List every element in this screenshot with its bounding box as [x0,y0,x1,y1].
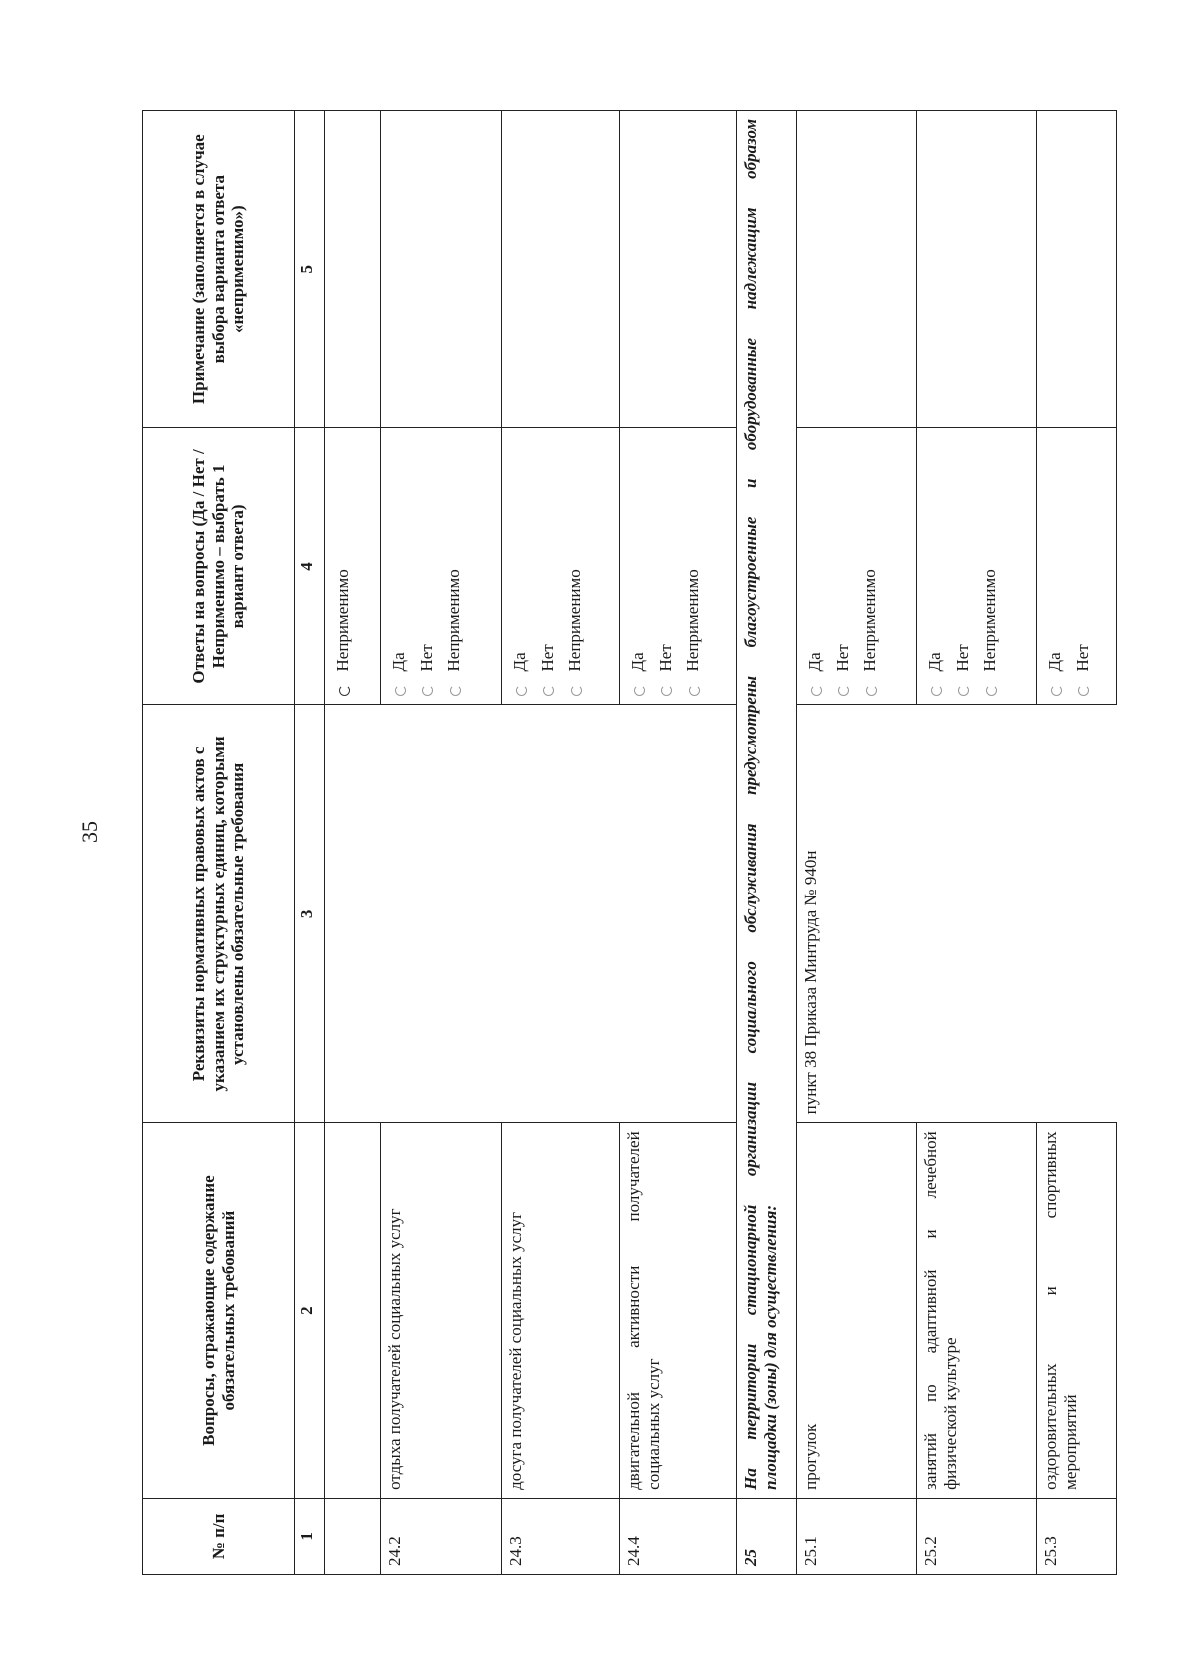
option-yes[interactable]: Да [925,436,945,696]
header-col3: Реквизиты нормативных правовых актов с указанием их структурных единиц, которыми установлены обязательные требования [143,705,295,1123]
answer-cell [917,428,1037,705]
header-col2: Вопросы, отражающие содержание обязательных требований [143,1123,295,1499]
option-no[interactable]: Нет [833,436,853,696]
table-row [325,111,381,1575]
radio-button[interactable] [339,686,350,697]
option-no[interactable]: Нет [1073,436,1093,696]
row-number: 25.2 [917,1498,1037,1574]
section-row [737,111,797,1575]
radio-button[interactable] [543,686,554,697]
row-number [325,1498,381,1574]
radio-button[interactable] [571,686,582,697]
answer-cell [381,428,502,705]
option-na[interactable]: Неприменимо [980,436,1000,696]
header-col4: Ответы на вопросы (Да / Нет / Неприменимо – выбрать 1 вариант ответа) [143,428,295,705]
option-yes[interactable]: Да [510,436,530,696]
option-na[interactable]: Неприменимо [860,436,880,696]
note-cell[interactable] [502,111,620,428]
checklist-table [142,110,1117,1575]
answer-cell [325,428,381,705]
row-number: 25.1 [797,1498,917,1574]
row-question: отдыха получателей социальных услуг [381,1123,502,1499]
note-cell[interactable] [917,111,1037,428]
row-question: занятий по адаптивной и лечебной физической культуре [917,1123,1037,1499]
option-na[interactable]: Неприменимо [444,436,464,696]
radio-button[interactable] [811,686,822,697]
page-number: 35 [77,821,102,843]
row-question [325,1123,381,1499]
header-col5: Примечание (заполняется в случае выбора варианта ответа «неприменимо») [143,111,295,428]
note-cell[interactable] [325,111,381,428]
row-number: 24.2 [381,1498,502,1574]
option-na[interactable]: Неприменимо [333,436,353,696]
answer-cell [620,428,737,705]
radio-button[interactable] [661,686,672,697]
radio-button[interactable] [838,686,849,697]
radio-button[interactable] [866,686,877,697]
header-row [143,111,295,1575]
col-number: 3 [295,705,325,1123]
radio-button[interactable] [986,686,997,697]
option-na[interactable]: Неприменимо [683,436,703,696]
option-yes[interactable]: Да [805,436,825,696]
radio-button[interactable] [395,686,406,697]
answer-cell [797,428,917,705]
option-yes[interactable]: Да [628,436,648,696]
row-number: 25 [737,1498,797,1574]
note-cell[interactable] [1037,111,1117,428]
row-number: 24.4 [620,1498,737,1574]
radio-button[interactable] [931,686,942,697]
row-reference: пункт 38 Приказа Минтруда № 940н [797,705,1117,1123]
table-row [797,111,917,1575]
option-no[interactable]: Нет [953,436,973,696]
col-number: 2 [295,1123,325,1499]
row-number: 24.3 [502,1498,620,1574]
note-cell[interactable] [381,111,502,428]
row-question: оздоровительных и спортивных мероприятий [1037,1123,1117,1499]
radio-button[interactable] [1051,686,1062,697]
note-cell[interactable] [620,111,737,428]
radio-button[interactable] [1078,686,1089,697]
answer-cell [502,428,620,705]
option-yes[interactable]: Да [1045,436,1065,696]
column-number-row [295,111,325,1575]
option-no[interactable]: Нет [538,436,558,696]
radio-button[interactable] [516,686,527,697]
row-question: двигательной активности получателей социальных услуг [620,1123,737,1499]
note-cell[interactable] [797,111,917,428]
answer-cell [1037,428,1117,705]
row-question: досуга получателей социальных услуг [502,1123,620,1499]
header-col1: № п/п [143,1498,295,1574]
col-number: 5 [295,111,325,428]
section-title: На территории стационарной организации социального обслуживания предусмотрены благоустроенные и оборудованные надлежащим образом площадки (зоны) для осуществления: [737,111,797,1499]
radio-button[interactable] [634,686,645,697]
option-no[interactable]: Нет [417,436,437,696]
option-no[interactable]: Нет [656,436,676,696]
row-reference [325,705,737,1123]
option-yes[interactable]: Да [389,436,409,696]
radio-button[interactable] [689,686,700,697]
col-number: 4 [295,428,325,705]
col-number: 1 [295,1498,325,1574]
radio-button[interactable] [958,686,969,697]
row-question: прогулок [797,1123,917,1499]
checklist-table-rotated [142,110,1092,1575]
radio-button[interactable] [422,686,433,697]
option-na[interactable]: Неприменимо [565,436,585,696]
radio-button[interactable] [450,686,461,697]
row-number: 25.3 [1037,1498,1117,1574]
